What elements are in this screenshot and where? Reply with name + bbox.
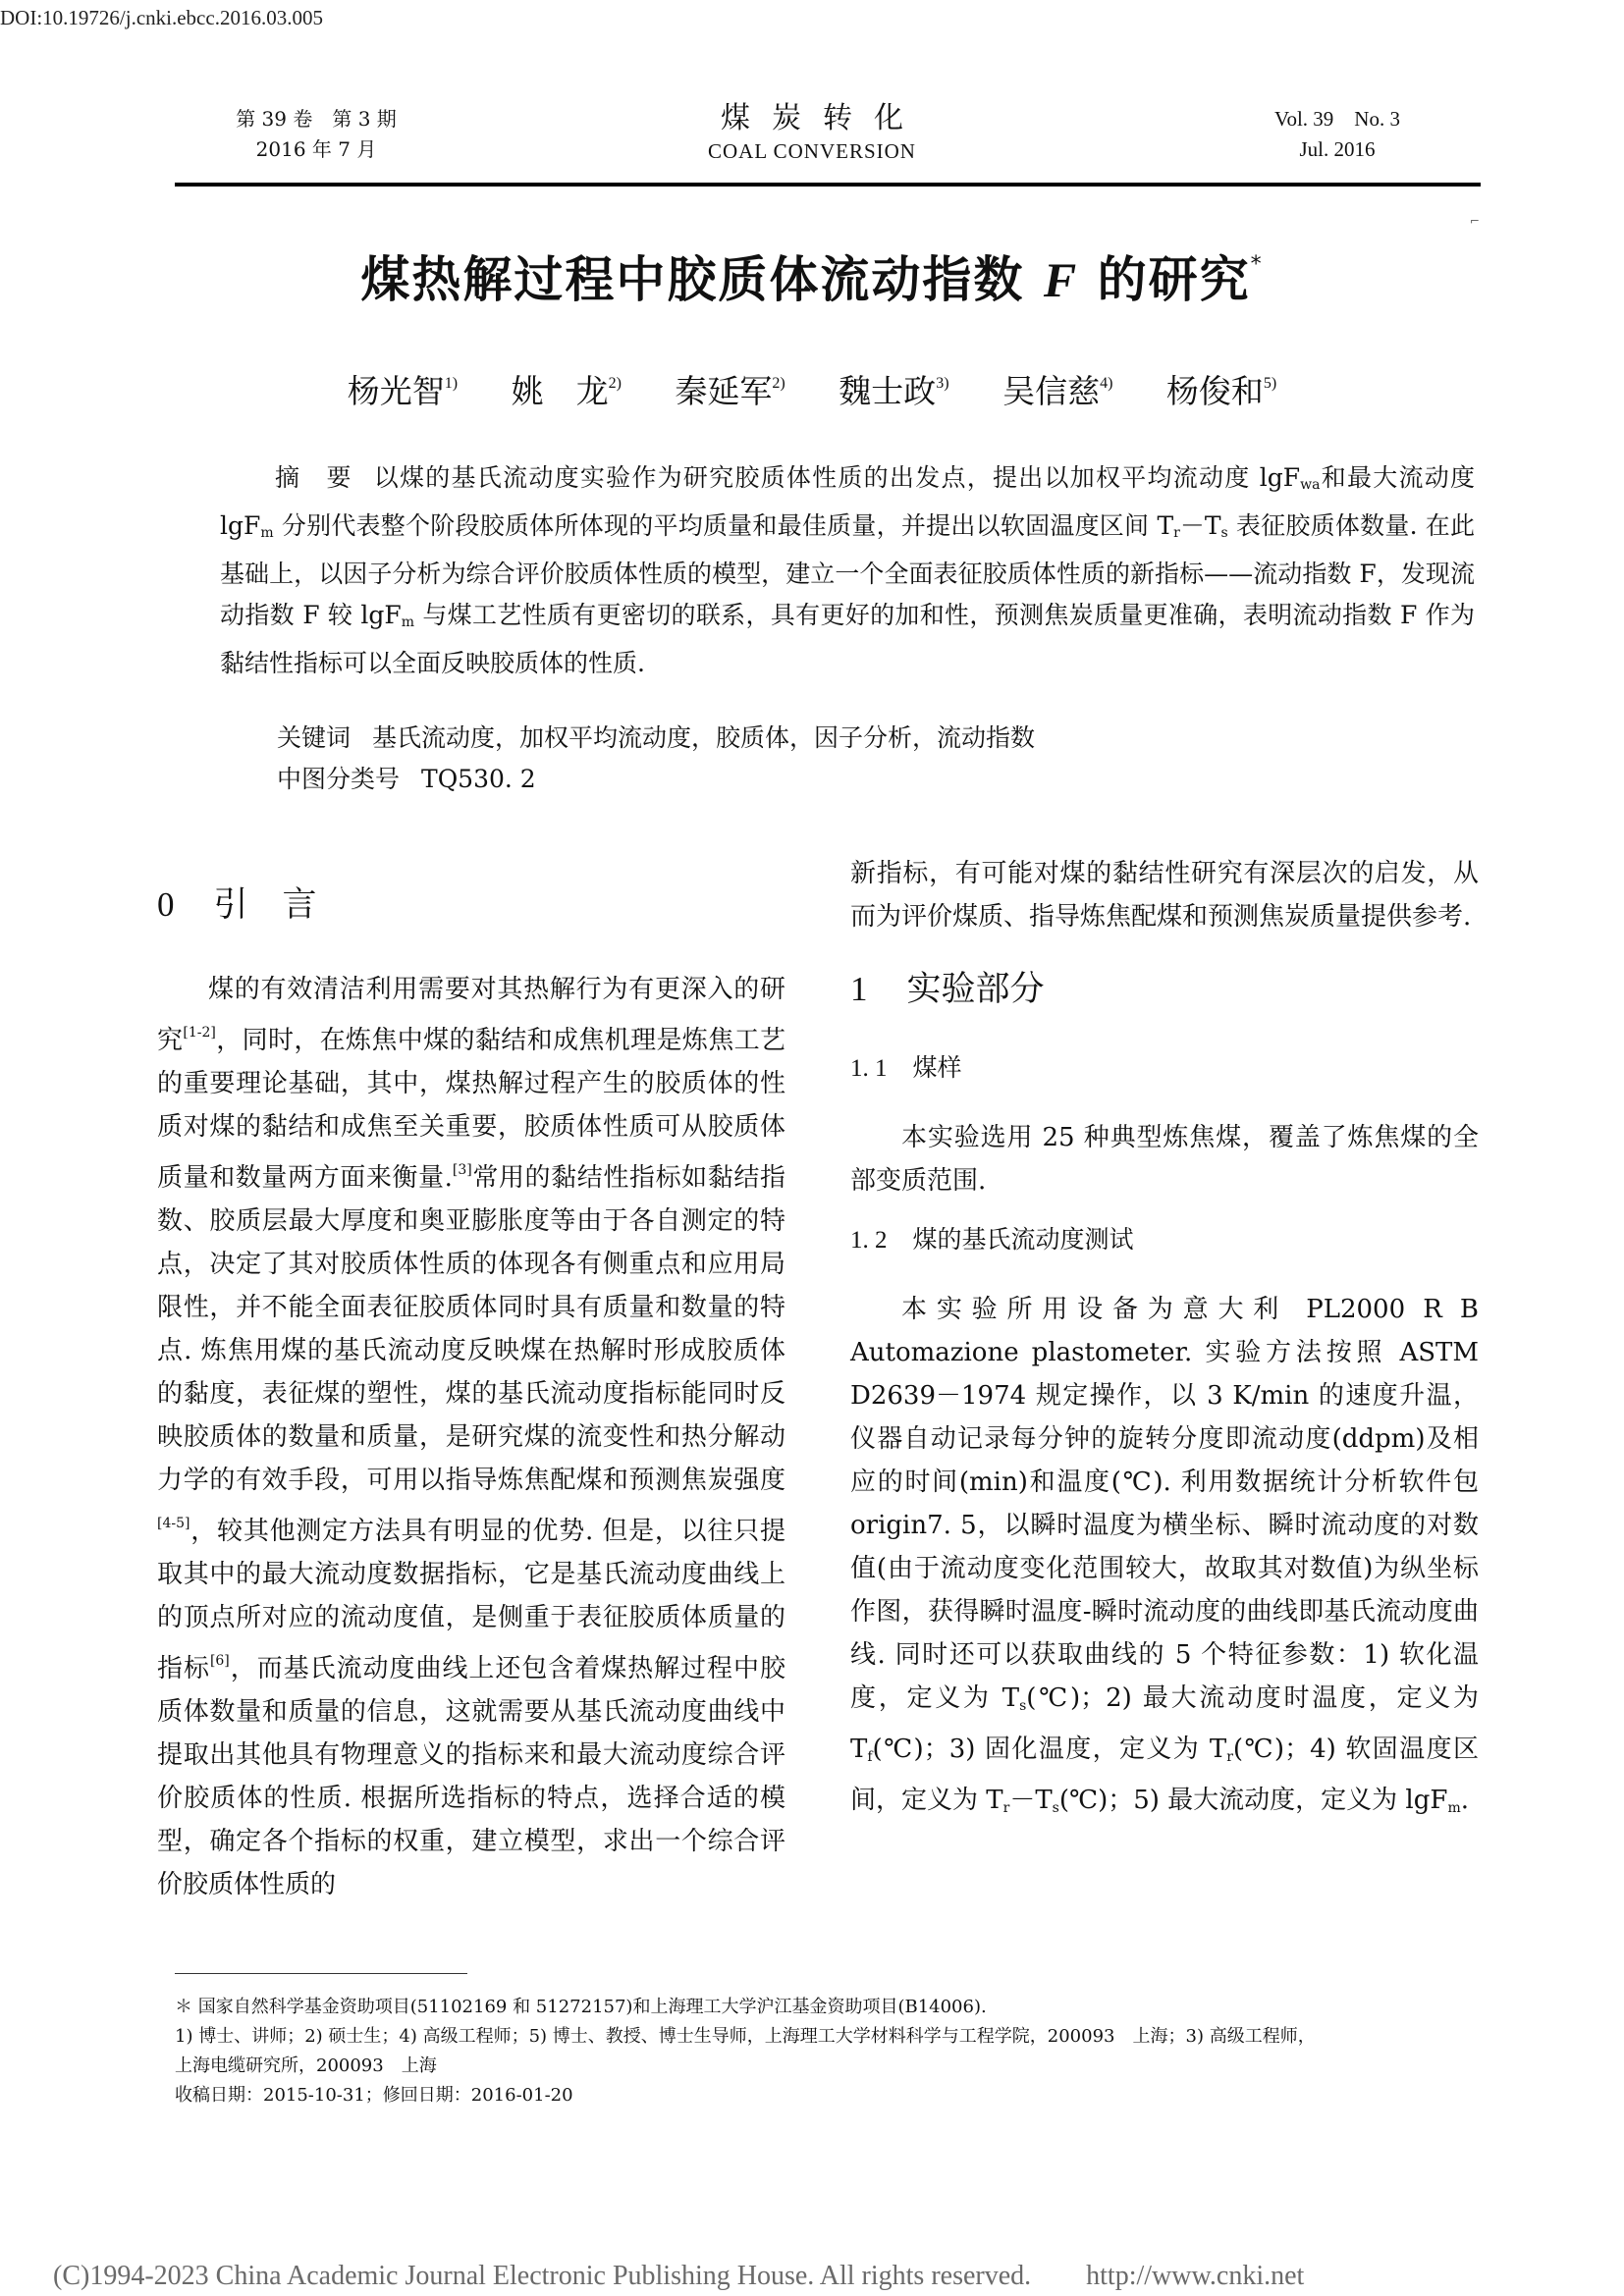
coal-sample-paragraph: 本实验选用 25 种典型炼焦煤，覆盖了炼焦煤的全部变质范围. [850, 1123, 1479, 1196]
doi: DOI:10.19726/j.cnki.ebcc.2016.03.005 [0, 6, 323, 29]
footnotes [175, 1993, 1481, 2110]
paper-title: 煤热解过程中胶质体流动指数 F 的研究* [360, 251, 1264, 308]
author-list [98, 366, 1526, 412]
footnote-affiliations-cont: 上海电缆研究所，200093 上海 [175, 2056, 437, 2076]
keywords: 关键词 基氏流动度，加权平均流动度，胶质体，因子分析，流动指数 [277, 723, 1036, 752]
footnote-rule [175, 1973, 467, 1974]
journal-en: COAL CONVERSION [708, 139, 916, 163]
fluidity-test-paragraph: 本实验所用设备为意大利 PL2000 R B Automazione plastometer. 实验方法按照 ASTM D2639－1974 规定操作，以 3 K/min 的速度升温，仪器自动记录每分钟的旋转分度即流动度(ddpm)及相应的时间(min)和温度(℃). 利用数据统计分析软件包 origin7. 5，以瞬时温度为横坐标、瞬时流动度的对数值(由于流动度变化范围较大，故取其对数值)为纵坐标作图，获得瞬时温度-瞬时流动度的曲线即基氏流动度曲线. 同时还可以获取曲线的 5 个特征参数：1) 软化温度，定义为 $T_s(℃)$；2) 最大流动度时温度，定义为 $T_f(℃)$；3) 固化温度，定义为 $T_r(℃)$；4) 软固温度区间，定义为 $T_r-T_s(℃)$；5) 最大流动度，定义为 lgF$_m$. [850, 1295, 1480, 1816]
footnote-funding: ＊ 国家自然科学基金资助项目(51102169 和 51272157)和上海理工大学沪江基金资助项目(B14006). [175, 1997, 987, 2017]
author: 杨俊和$^{5)}$ [1165, 372, 1277, 410]
author: 姚 龙$^{2)}$ [511, 372, 622, 410]
footnote-affiliations: 1) 博士、讲师；2) 硕士生；4) 高级工程师；5) 博士、教授、博士生导师，上海理工大学材料科学与工程学院，200093 上海；3) 高级工程师， [175, 2026, 1316, 2047]
header-rule [175, 183, 1481, 187]
author: 杨光智$^{1)}$ [347, 372, 459, 410]
classification: 中图分类号 TQ530. 2 [277, 765, 536, 793]
header-right [1259, 104, 1416, 165]
abstract: 摘 要 以煤的基氏流动度实验作为研究胶质体性质的出发点，提出以加权平均流动度 lgF$_{wa}$和最大流动度 lgF$_m$ 分别代表整个阶段胶质体所体现的平均质量和最佳质量，并提出以软固温度区间 $T_r-T_s$ 表征胶质体数量. 在此基础上，以因子分析为综合评价胶质体性质的模型，建立一个全面表征胶质体性质的新指标——流动指数 F，发现流动指数 F 较 lgF$_m$ 与煤工艺性质有更密切的联系，具有更好的加和性，预测焦炭质量更准确，表明流动指数 F 作为黏结性指标可以全面反映胶质体的性质. [220, 463, 1475, 677]
footnote-dates: 收稿日期：2015-10-31；修回日期：2016-01-20 [175, 2085, 573, 2106]
subsection-heading-1-1: 1. 1 煤样 [850, 1053, 962, 1082]
section-heading-intro: 0 引 言 [157, 885, 317, 925]
author: 秦延军$^{2)}$ [675, 372, 785, 410]
header-left [218, 104, 414, 165]
author: 魏士政$^{3)}$ [839, 372, 949, 410]
intro-paragraph: 煤的有效清洁利用需要对其热解行为有更深入的研究[1-2]，同时，在炼焦中煤的黏结和成焦机理是炼焦工艺的重要理论基础，其中，煤热解过程产生的胶质体的性质对煤的黏结和成焦至关重要，胶质体性质可从胶质体质量和数量两方面来衡量.[3]常用的黏结性指标如黏结指数、胶质层最大厚度和奥亚膨胀度等由于各自测定的特点，决定了其对胶质体性质的体现各有侧重点和应用局限性，并不能全面表征胶质体同时具有质量和数量的特点. 炼焦用煤的基氏流动度反映煤在热解时形成胶质体的黏度，表征煤的塑性，煤的基氏流动度指标能同时反映胶质体的数量和质量，是研究煤的流变性和热分解动力学的有效手段，可用以指导炼焦配煤和预测焦炭强度[4-5]，较其他测定方法具有明显的优势. 但是，以往只提取其中的最大流动度数据指标，它是基氏流动度曲线上的顶点所对应的流动度值，是侧重于表征胶质体质量的指标[6]，而基氏流动度曲线上还包含着煤热解过程中胶质体数量和质量的信息，这就需要从基氏流动度曲线中提取出其他具有物理意义的指标来和最大流动度综合评价胶质体的性质. 根据所选指标的特点，选择合适的模型，确定各个指标的权重，建立模型，求出一个综合评价胶质体性质的 [157, 975, 785, 1899]
corner-mark: ⌐ [1470, 214, 1481, 228]
journal-cn: 煤炭转化 [721, 101, 925, 135]
copyright: (C)1994-2023 China Academic Journal Electronic Publishing House. All rights reserved. http://www.cnki.net [53, 2261, 1305, 2291]
volume-cn: 第 39 卷 第 3 期 [236, 107, 397, 131]
section-heading-experiment: 1 实验部分 [850, 970, 1045, 1009]
intro-paragraph-continued: 新指标，有可能对煤的黏结性研究有深层次的启发，从而为评价煤质、指导炼焦配煤和预测焦炭质量提供参考. [850, 859, 1479, 932]
author: 吴信慈$^{4)}$ [1002, 372, 1113, 410]
left-column [157, 881, 785, 1906]
right-column [850, 852, 1479, 1830]
volume-en: Vol. 39 No. 3 [1274, 107, 1400, 131]
date-en: Jul. 2016 [1299, 137, 1376, 161]
journal-name [675, 98, 949, 163]
date-cn: 2016 年 7 月 [255, 137, 377, 161]
funding-mark: * [1250, 252, 1264, 277]
keywords-block [277, 718, 1475, 800]
abstract-label: 摘 要 [275, 463, 352, 492]
subsection-heading-1-2: 1. 2 煤的基氏流动度测试 [850, 1225, 1134, 1254]
